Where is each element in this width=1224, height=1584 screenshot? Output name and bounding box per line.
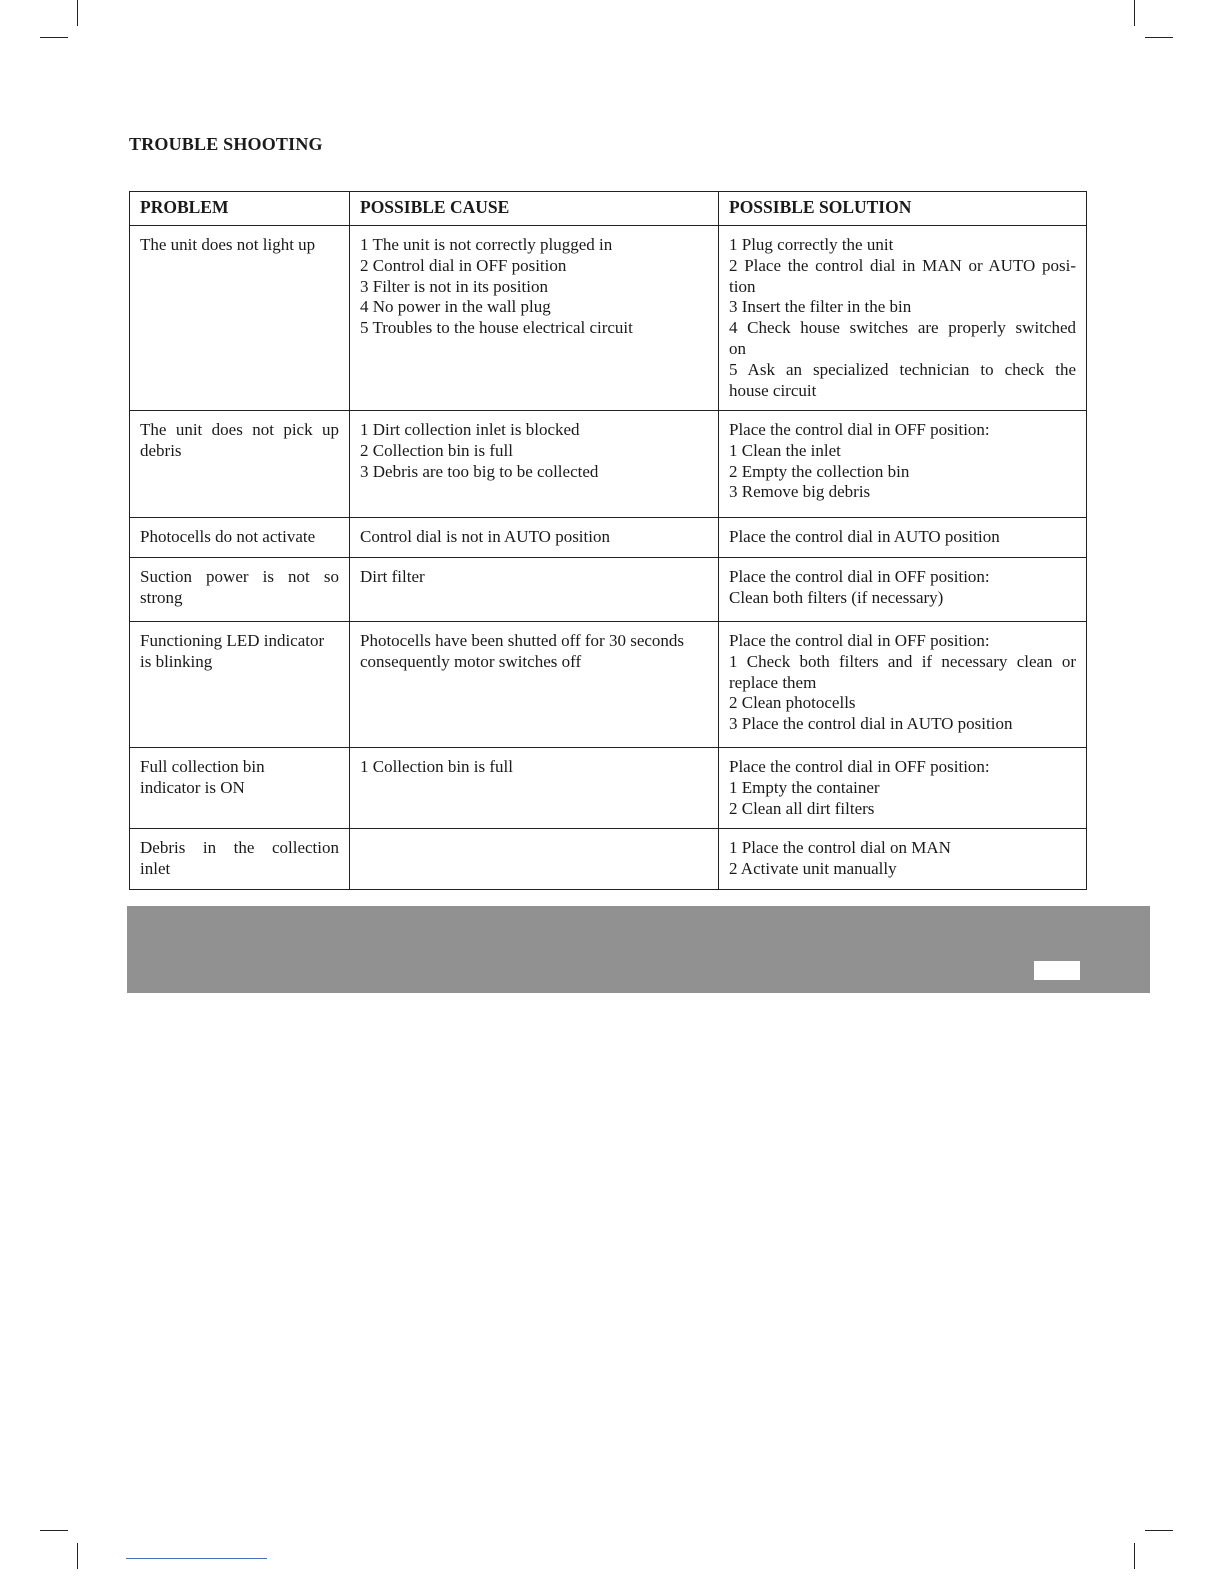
problem-text: inlet [140, 858, 171, 878]
problem-cell [130, 748, 350, 829]
cause-cell [350, 226, 719, 411]
solution-line: 2 Activate unit manually [729, 858, 897, 878]
problem-text: Debris in the collection [140, 838, 339, 857]
solution-line: Place the control dial in OFF position: [729, 420, 990, 439]
table-row [130, 829, 1087, 890]
solution-line: 1 Clean the inlet [729, 440, 841, 460]
cause-cell [350, 518, 719, 558]
problem-cell [130, 411, 350, 518]
problem-cell [130, 558, 350, 622]
problem-text: Full collection bin [140, 757, 265, 776]
footer-bar [127, 906, 1150, 993]
solution-cell [719, 558, 1087, 622]
solution-line: on [729, 338, 746, 358]
solution-line: Place the control dial in OFF position: [729, 631, 990, 650]
table-row [130, 748, 1087, 829]
solution-line: Clean both filters (if necessary) [729, 587, 944, 607]
solution-cell [719, 518, 1087, 558]
cause-line: 3 Debris are too big to be collected [360, 461, 599, 481]
crop-mark [1134, 0, 1135, 26]
problem-cell [130, 226, 350, 411]
cause-line: Photocells have been shutted off for 30 seconds [360, 631, 685, 650]
header-possible-cause: POSSIBLE CAUSE [350, 192, 719, 226]
solution-line: 1 Plug correctly the unit [729, 235, 894, 254]
solution-cell [719, 622, 1087, 748]
solution-line: 1 Check both filters and if necessary clean or [729, 651, 1076, 671]
crop-mark [1134, 1543, 1135, 1569]
crop-mark [77, 0, 78, 26]
problem-text: Photocells do not activate [140, 527, 316, 546]
problem-cell [130, 518, 350, 558]
solution-line: tion [729, 276, 756, 296]
solution-line: 2 Clean all dirt filters [729, 798, 875, 818]
solution-line: 4 Check house switches are properly switched [729, 318, 1076, 338]
header-problem: PROBLEM [130, 192, 350, 226]
cause-line: consequently motor switches off [360, 651, 582, 671]
solution-line: 2 Place the control dial in MAN or AUTO posi- [729, 255, 1076, 275]
problem-text: strong [140, 587, 183, 607]
problem-cell [130, 622, 350, 748]
problem-text: Functioning LED indicator [140, 631, 325, 650]
solution-line: 1 Empty the container [729, 777, 880, 797]
solution-line: house circuit [729, 380, 817, 400]
solution-line: 1 Place the control dial on MAN [729, 838, 951, 857]
header-possible-solution: POSSIBLE SOLUTION [719, 192, 1087, 226]
cause-cell [350, 622, 719, 748]
problem-text: is blinking [140, 651, 213, 671]
solution-line: Place the control dial in AUTO position [729, 527, 1000, 546]
cause-line: 4 No power in the wall plug [360, 297, 551, 317]
problem-text: The unit does not light up [140, 235, 316, 254]
table-row [130, 518, 1087, 558]
cause-line: 2 Collection bin is full [360, 440, 513, 460]
cause-line: 2 Control dial in OFF position [360, 255, 567, 275]
crop-mark [40, 37, 68, 38]
solution-cell [719, 411, 1087, 518]
problem-text: Suction power is not so [140, 567, 339, 586]
problem-text: indicator is ON [140, 777, 245, 797]
table-row [130, 411, 1087, 518]
cause-line: 1 Collection bin is full [360, 757, 513, 776]
table-row [130, 226, 1087, 411]
problem-cell [130, 829, 350, 890]
solution-line: 2 Clean photocells [729, 693, 856, 713]
crop-mark [77, 1543, 78, 1569]
cause-line: 1 Dirt collection inlet is blocked [360, 420, 580, 439]
crop-mark [1145, 1530, 1173, 1531]
cause-line: 3 Filter is not in its position [360, 276, 548, 296]
cause-cell [350, 411, 719, 518]
cause-line: Dirt filter [360, 567, 425, 586]
troubleshooting-table [129, 191, 1087, 890]
solution-cell [719, 829, 1087, 890]
solution-line: 3 Place the control dial in AUTO position [729, 714, 1013, 734]
solution-line: 2 Empty the collection bin [729, 461, 910, 481]
solution-line: 3 Remove big debris [729, 482, 871, 502]
table-row [130, 622, 1087, 748]
cause-cell [350, 748, 719, 829]
crop-mark [1145, 37, 1173, 38]
problem-text: debris [140, 440, 182, 460]
table-row [130, 558, 1087, 622]
solution-cell [719, 748, 1087, 829]
solution-line: 3 Insert the filter in the bin [729, 297, 912, 317]
crop-mark [40, 1530, 68, 1531]
page-title: TROUBLE SHOOTING [129, 134, 323, 154]
cause-cell [350, 829, 719, 890]
solution-line: 5 Ask an specialized technician to check the [729, 359, 1076, 379]
solution-cell [719, 226, 1087, 411]
table-header-row [130, 192, 1087, 226]
cause-line: 1 The unit is not correctly plugged in [360, 235, 613, 254]
solution-line: Place the control dial in OFF position: [729, 567, 990, 586]
page-number-box [1034, 961, 1080, 980]
cause-line: Control dial is not in AUTO position [360, 527, 610, 546]
cause-cell [350, 558, 719, 622]
bottom-rule [126, 1558, 267, 1559]
cause-line: 5 Troubles to the house electrical circuit [360, 318, 633, 338]
problem-text: The unit does not pick up [140, 420, 339, 439]
solution-line: replace them [729, 672, 817, 692]
solution-line: Place the control dial in OFF position: [729, 757, 990, 776]
